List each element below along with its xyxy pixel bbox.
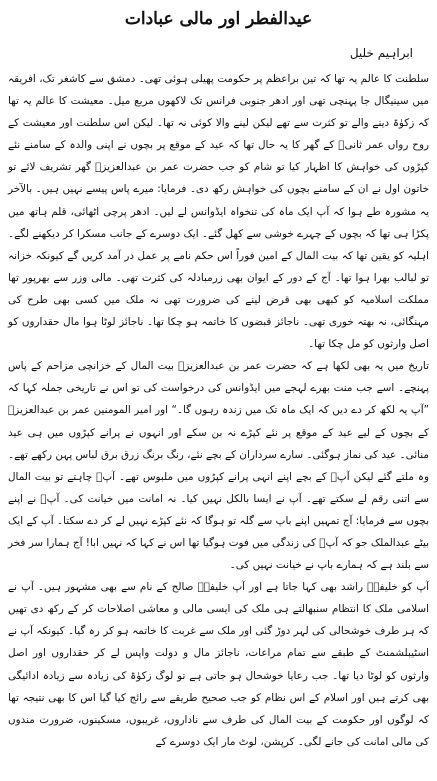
article-headline: عیدالفطر اور مالی عبادات	[124, 9, 313, 29]
article-byline: ابراہیم خلیل	[349, 46, 413, 60]
article-body	[8, 68, 429, 753]
article-paragraph: سلطنت کا عالم یہ تھا کہ تین براعظم پر حکومت پھیلی ہوئی تھی۔ دمشق سے کاشغر تک، افریقہ میں سینیگال جا پہنچی تھی اور ادھر جنوبی فرانس تک لاکھوں مربع میل۔ معیشت کا عالم یہ تھا کہ زکوٰۃ دینے والے تو کثرت سے تھے لیکن لینے والا کوئی نہ تھا۔ لیکن اس سلطنت اور معیشت کے روح رواں عمر ثانیؒ کے گھر کا یہ حال تھا کہ عید کے موقع پر بچوں نے اپنی والدہ کے سامنے نئے کپڑوں کی خواہش کا اظہار کیا تو شام کو جب حضرت عمر بن عبدالعزیزؒ گھر تشریف لائے تو خاتون اول نے ان کے سامنے بچوں کی خواہش رکھ دی۔ فرمایا: میرے پاس پیسے نہیں ہیں۔ بالآخر یہ مشورہ طے ہوا کہ آپ ایک ماہ کی تنخواہ ایڈوانس لے لیں۔ ادھر پرچی اٹھائی، قلم ہاتھ میں پکڑا ہی تھا کہ بچوں کے چہرے خوشی سے کھل گئے۔ ایک دوسرے کے جانب مسکرا کر دیکھنے لگے۔ اہلیہ کو یقین تھا کہ بیت المال کے امین فوراً اس حکم نامے پر عمل در آمد کریں گے کیونکہ خزانہ تو لبالب بھرا ہوا تھا۔ آج کے دور کے ایوان بھی زرمبادلہ کی کثرت تھی۔ مالی وزر سے بھرپور تھا مملکت اسلامیہ کو کبھی بھی قرض لینے کی ضرورت تھی نہ ملک میں کسی بھی طرح کی مہنگائی، نہ بھتہ خوری تھی۔ ناجائز قبضوں کا خاتمہ ہو چکا تھا۔ ناجائز لوٹا ہوا مال حقداروں کو اصل وارثوں کو مل چکا تھا۔	[8, 73, 429, 351]
article-paragraph: آپ کو خلیفہؓ راشد بھی کہا جاتا ہے اور آپ خلیفہؓ صالح کے نام سے بھی مشہور ہیں۔ آپ نے اسلامی ملک کا انتظام سنبھالتے ہی ملک کی ایسی مالی و معاشی اصلاحات کر کے رکھ دی تھیں کہ ہر طرف خوشحالی کی لہر دوڑ گئی اور ملک سے غربت کا خاتمہ ہو کر رہ گیا۔ کیونکہ آپ نے اسٹیبلشمنٹ کے طبقے سے تمام مراعات، ناجائز مال و دولت واپس لے کر حقداروں اور اصل وارثوں کو لوٹا دیا تھا۔ جب رعایا خوشحال ہو جاتی ہے تو لوگ زکوٰۃ کی زیادہ سے زیادہ ادائیگی بھی کرتے ہیں اور اسلام کے اس نظام کو جب صحیح طریقے سے رائج کیا گیا اس کا بھی نتیجہ تھا کہ لوگوں اور حکومت کے بیت المال کی طرف سے ناداروں، غریبوں، مسکینوں، ضرورت مندوں کی مالی امانت کی جانے لگی۔ کرپشن، لوٹ مار ایک دوسرے کے	[8, 581, 429, 748]
article-paragraph: تاریخ میں یہ بھی لکھا ہے کہ حضرت عمر بن عبدالعزیزؒ بیت المال کے خزانچی مزاحم کے پاس پہنچے۔ اسے جب منت بھرے لہجے میں ایڈوانس کی درخواست کی تو اس نے تاریخی جملہ کہا کہ ”آپ یہ لکھ کر دے دیں کہ ایک ماہ تک میں زندہ رہوں گا۔“ اور امیر المومنین عمر بن عبدالعزیزؒ کے بچوں کے لیے عید کے موقع پر نئے کپڑے نہ بن سکے اور انہوں نے پرانے کپڑوں میں ہی عید منائی۔ عید کی نماز ہوگئی۔ سارے سرداران کے بچے نئے، رنگ برنگ زرق برق لباس پہن رکھے تھے۔ وہ ملتے گئے لیکن آپؒ کے بچے اپنے انہی پرانے کپڑوں میں ملبوس تھے۔ آپؒ چاہتے تو بیت المال سے اتنی رقم لے سکتے تھے۔ آپ نے ایسا بالکل نہیں کیا۔ نہ امانت میں خیانت کی۔ آپؒ نے اپنے بچوں سے فرمایا: آج تمہیں اپنے باپ سے گلہ تو ہوگا کہ نئے کپڑے نہیں لے کر دے سکتا۔ آپ کے ایک بیٹے عبدالملک جو کہ آپؒ کی زندگی میں فوت ہوگیا تھا اس نے کہا کہ نہیں ابا! آج ہمارا سر فخر سے بلند ہے کہ ہمارے باپ نے خیانت نہیں کی۔	[7, 360, 429, 572]
